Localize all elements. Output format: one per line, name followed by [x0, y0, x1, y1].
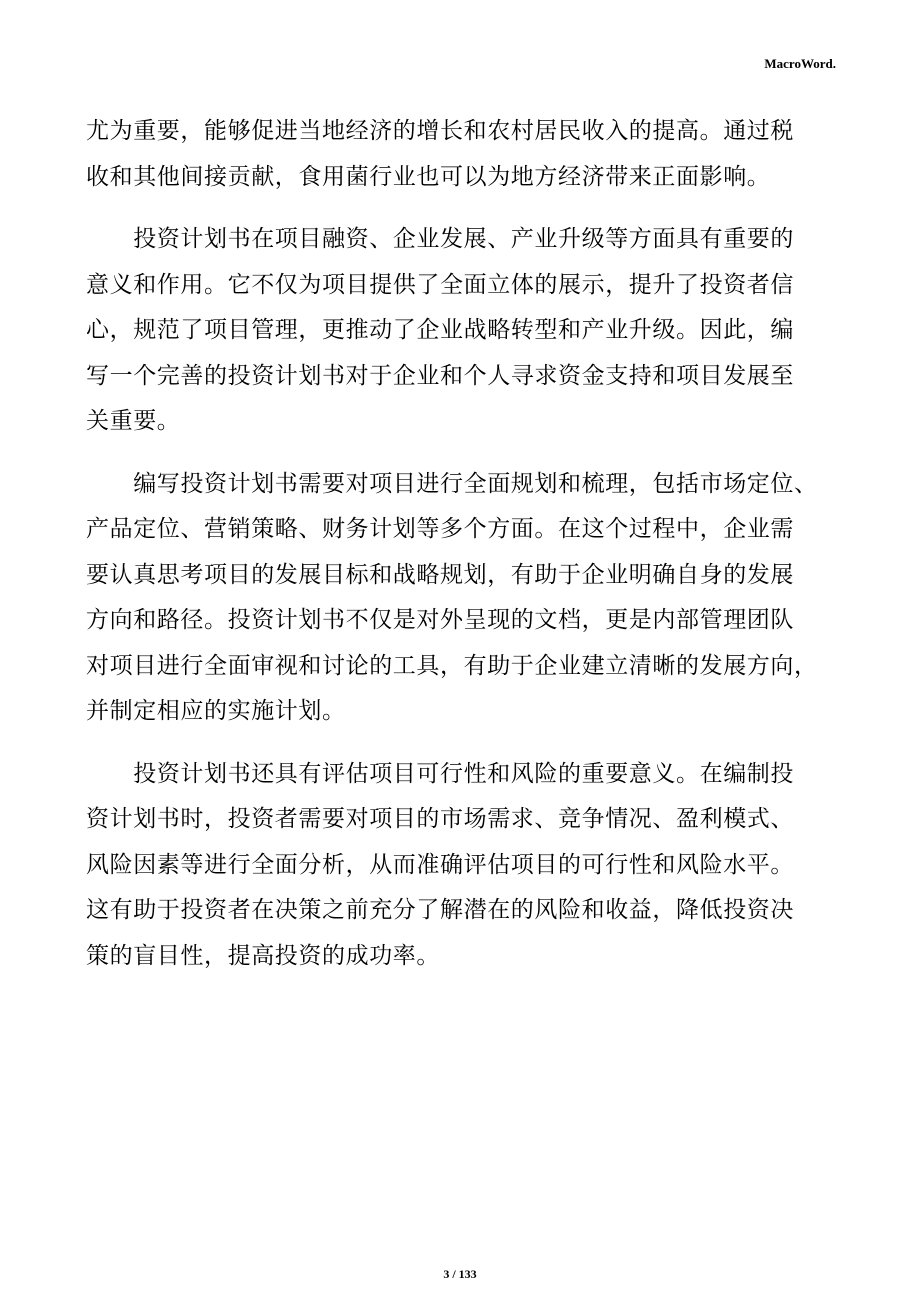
text-line: 投资计划书在项目融资、企业发展、产业升级等方面具有重要的	[86, 226, 794, 252]
text-line: 投资计划书还具有评估项目可行性和风险的重要意义。在编制投	[86, 760, 794, 787]
paragraph-3	[86, 462, 836, 735]
text-line: 风险因素等进行全面分析，从而准确评估项目的可行性和风险水平。	[86, 851, 794, 878]
text-line: 尤为重要，能够促进当地经济的增长和农村居民收入的提高。通过税	[86, 118, 794, 144]
text-line: 对项目进行全面审视和讨论的工具，有助于企业建立清晰的发展方向，	[86, 652, 818, 679]
paragraph-4	[86, 752, 836, 980]
text-line: 方向和路径。投资计划书不仅是对外呈现的文档，更是内部管理团队	[86, 607, 794, 633]
text-line: 并制定相应的实施计划。	[86, 698, 346, 724]
text-line: 资计划书时，投资者需要对项目的市场需求、竞争情况、盈利模式、	[86, 806, 794, 832]
paragraph-1	[86, 109, 836, 200]
text-line: 要认真思考项目的发展目标和战略规划，有助于企业明确自身的发展	[86, 561, 794, 588]
text-line: 心，规范了项目管理，更推动了企业战略转型和产业升级。因此，编	[86, 317, 794, 343]
text-line: 意义和作用。它不仅为项目提供了全面立体的展示，提升了投资者信	[86, 271, 794, 298]
text-line: 这有助于投资者在决策之前充分了解潜在的风险和收益，降低投资决	[86, 897, 794, 923]
text-line: 收和其他间接贡献，食用菌行业也可以为地方经济带来正面影响。	[86, 163, 771, 190]
paragraph-2	[86, 217, 836, 445]
header-brand: MacroWord.	[764, 56, 836, 71]
document-body	[86, 109, 836, 979]
text-line: 关重要。	[86, 408, 181, 434]
text-line: 产品定位、营销策略、财务计划等多个方面。在这个过程中，企业需	[86, 516, 794, 542]
page-number: 3 / 133	[443, 1267, 477, 1281]
text-line: 写一个完善的投资计划书对于企业和个人寻求资金支持和项目发展至	[86, 362, 794, 389]
text-line: 策的盲目性，提高投资的成功率。	[86, 942, 440, 969]
text-line: 编写投资计划书需要对项目进行全面规划和梳理，包括市场定位、	[86, 470, 818, 497]
